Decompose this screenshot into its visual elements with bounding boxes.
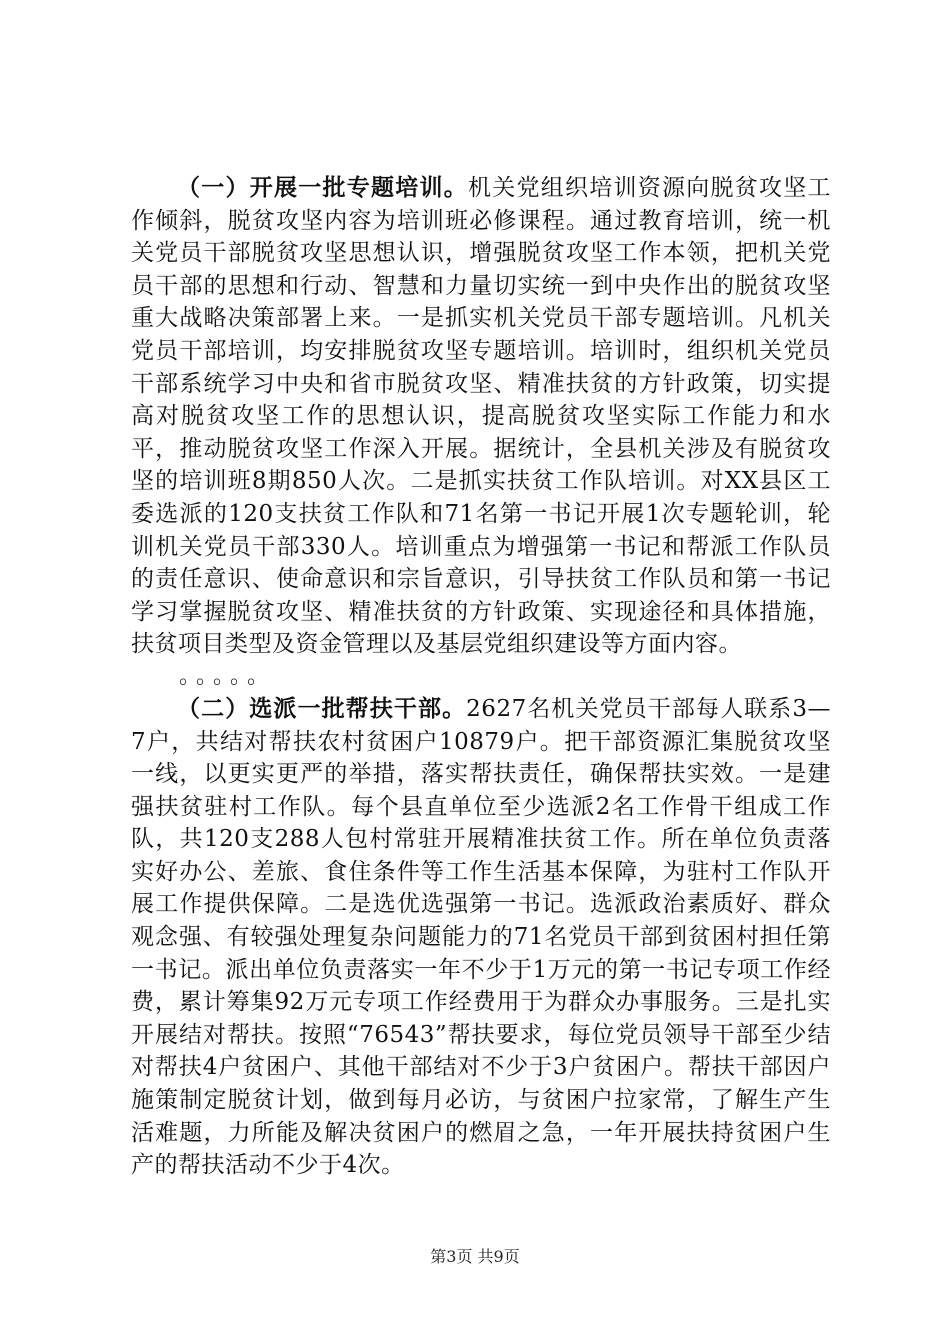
paragraph-heading: （二）选派一批帮扶干部。 (177, 694, 467, 722)
paragraph-heading: （一）开展一批专题培训。 (177, 174, 468, 201)
page-footer: 第3页 共9页 (430, 1247, 520, 1266)
paragraph-text: 机关党组织培训资源向脱贫攻坚工作倾斜，脱贫攻坚内容为培训班必修课程。通过教育培训，统一机关党员干部脱贫攻坚思想认识，增强脱贫攻坚工作本领，把机关党员干部的思想和行动、智慧和力量切实统一到中央作出的脱贫攻坚重大战略决策部署上来。一是抓实机关党员干部专题培训。凡机关党员干部培训，均安排脱贫攻坚专题培训。培训时，组织机关党员干部系统学习中央和省市脱贫攻坚、精准扶贫的方针政策，切实提高对脱贫攻坚工作的思想认识，提高脱贫攻坚实际工作能力和水平，推动脱贫攻坚工作深入开展。据统计，全县机关涉及有脱贫攻坚的培训班8期850人次。二是抓实扶贫工作队培训。对XX县区工委选派的120支扶贫工作队和71名第一书记开展1次专题轮训，轮训机关党员干部330人。培训重点为增强第一书记和帮派工作队员的责任意识、使命意识和宗旨意识，引导扶贫工作队员和第一书记学习掌握脱贫攻坚、精准扶贫的方针政策、实现途径和具体措施，扶贫项目类型及资金管理以及基层党组织建设等方面内容。 (131, 175, 831, 658)
paragraph-text: 2627名机关党员干部每人联系3—7户，共结对帮扶农村贫困户10879户。把干部资源汇集脱贫攻坚一线，以更实更严的举措，落实帮扶责任，确保帮扶实效。一是建强扶贫驻村工作队。每个县直单位至少选派2名工作骨干组成工作队，共120支288人包村常驻开展精准扶贫工作。所在单位负责落实好办公、差旅、食住条件等工作生活基本保障，为驻村工作队开展工作提供保障。二是选优选强第一书记。选派政治素质好、群众观念强、有较强处理复杂问题能力的71名党员干部到贫困村担任第一书记。派出单位负责落实一年不少于1万元的第一书记专项工作经费，累计筹集92万元专项工作经费用于为群众办事服务。三是扎实开展结对帮扶。按照“76543”帮扶要求，每位党员领导干部至少结对帮扶4户贫困户、其他干部结对不少于3户贫困户。帮扶干部因户施策制定脱贫计划，做到每月必访，与贫困户拉家常，了解生产生活难题，力所能及解决贫困户的燃眉之急，一年开展扶持贫困户生产的帮扶活动不少于4次。 (131, 695, 832, 1179)
separator-dots: 。。。。。 (179, 663, 276, 689)
document-body (131, 172, 831, 1182)
paragraph-training (131, 172, 831, 661)
paragraph-cadres (131, 693, 831, 1182)
